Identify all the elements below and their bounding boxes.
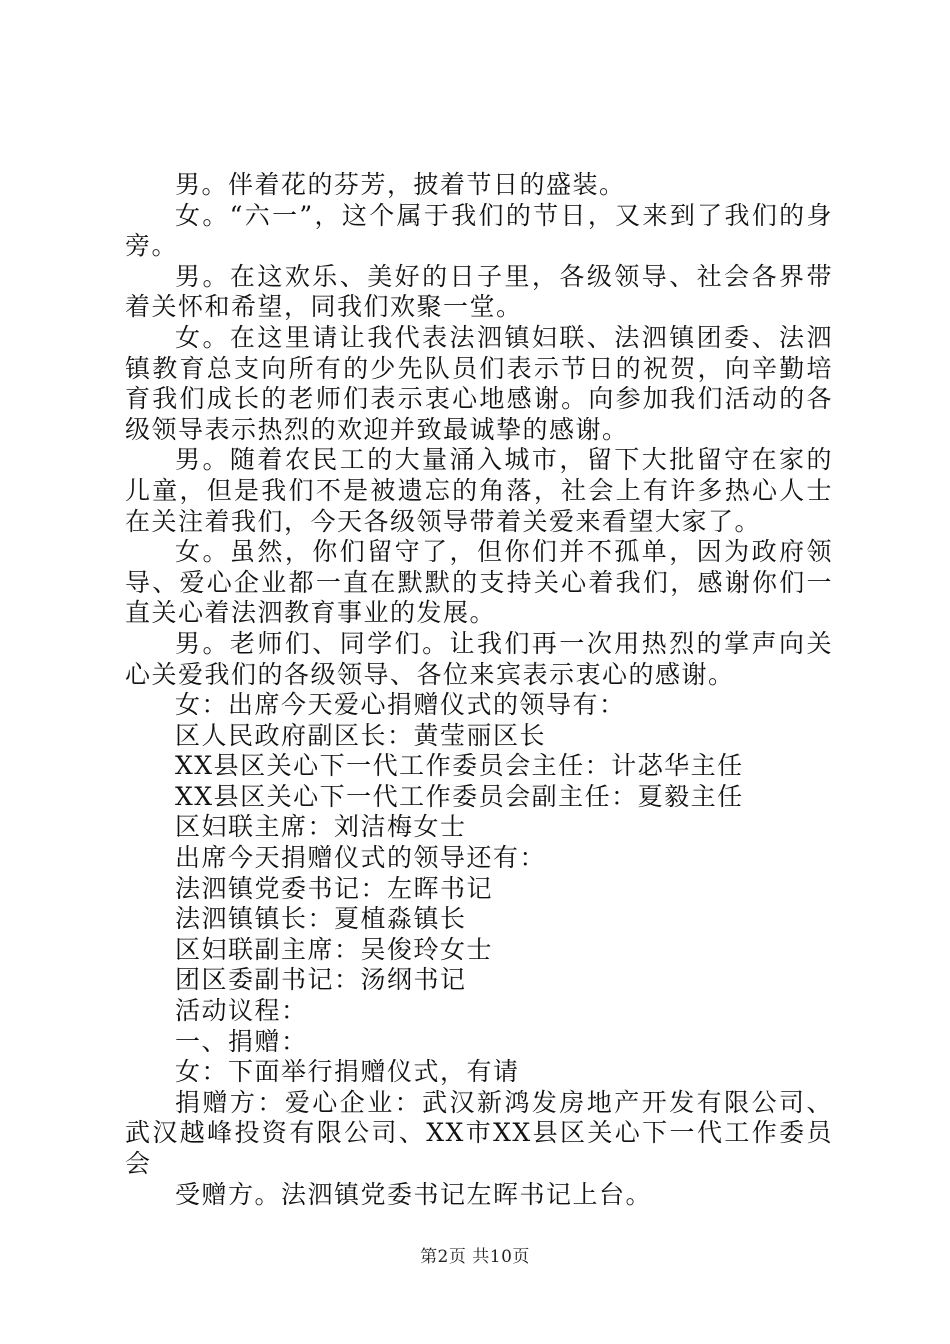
attendee-line: XX县区关心下一代工作委员会主任：计苾华主任 [175,751,744,781]
document-body [125,170,833,1210]
attendee-line: 团区委副书记：汤纲书记 [175,965,467,995]
attendee-line: XX县区关心下一代工作委员会副主任：夏毅主任 [175,781,744,811]
attendee-line: 区人民政府副区长：黄莹丽区长 [175,720,547,750]
dialogue-line: 女：下面举行捐赠仪式，有请 [175,1057,520,1087]
dialogue-paragraph: 女。虽然，你们留守了，但你们并不孤单，因为政府领导、爱心企业都一直在默默的支持关心着我们，感谢你们一直关心着法泗教育事业的发展。 [125,537,833,628]
page-footer: 第2页 共10页 [420,1247,530,1267]
attendee-line: 区妇联副主席：吴俊玲女士 [175,934,494,964]
agenda-item: 一、捐赠： [175,1026,308,1056]
attendee-line: 法泗镇镇长：夏植淼镇长 [175,904,467,934]
agenda-heading: 活动议程： [175,996,308,1026]
dialogue-paragraph: 男。在这欢乐、美好的日子里，各级领导、社会各界带着关怀和希望，同我们欢聚一堂。 [125,261,833,322]
recipient-paragraph: 受赠方。法泗镇党委书记左晖书记上台。 [175,1179,653,1209]
dialogue-paragraph: 男。随着农民工的大量涌入城市，留下大批留守在家的儿童，但是我们不是被遗忘的角落，社会上有许多热心人士在关注着我们，今天各级领导带着关爱来看望大家了。 [125,445,833,536]
attendee-intro-line: 女：出席今天爱心捐赠仪式的领导有： [175,690,626,720]
dialogue-paragraph: 男。伴着花的芬芳，披着节日的盛装。 [175,170,626,199]
attendee-intro-line: 出席今天捐赠仪式的领导还有： [175,843,547,873]
dialogue-paragraph: 男。老师们、同学们。让我们再一次用热烈的掌声向关心关爱我们的各级领导、各位来宾表示衷心的感谢。 [125,628,833,689]
attendee-line: 区妇联主席：刘洁梅女士 [175,812,467,842]
attendee-line: 法泗镇党委书记：左晖书记 [175,873,494,903]
dialogue-paragraph: 女。在这里请让我代表法泗镇妇联、法泗镇团委、法泗镇教育总支向所有的少先队员们表示节日的祝贺，向辛勤培育我们成长的老师们表示衷心地感谢。向参加我们活动的各级领导表示热烈的欢迎并致最诚挚的感谢。 [125,322,833,444]
donor-paragraph: 捐赠方：爱心企业：武汉新鸿发房地产开发有限公司、武汉越峰投资有限公司、XX市XX县区关心下一代工作委员会 [125,1087,833,1178]
dialogue-paragraph: 女。“六一”，这个属于我们的节日，又来到了我们的身旁。 [125,200,833,261]
